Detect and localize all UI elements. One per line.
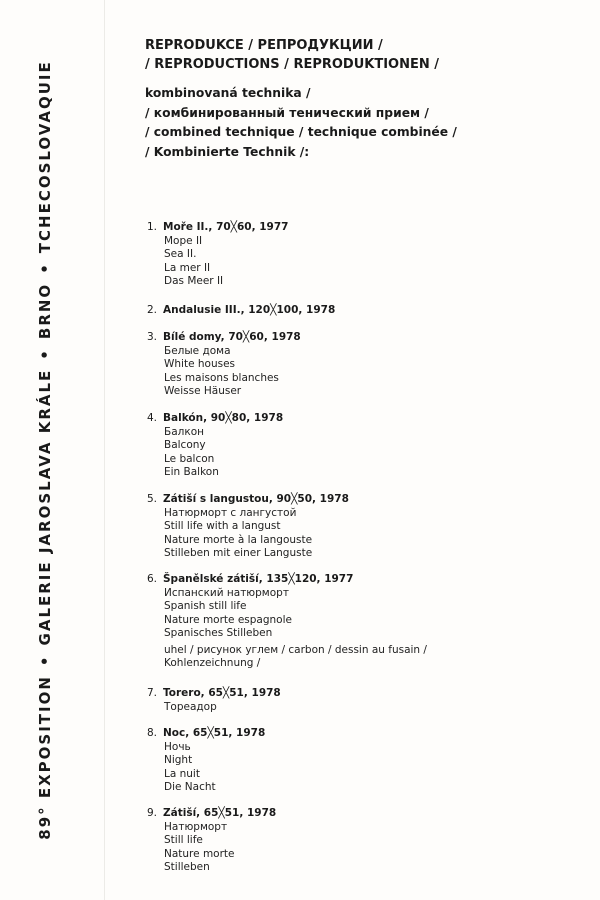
work-translation: La nuit bbox=[164, 767, 200, 780]
work-translation: Balcony bbox=[164, 439, 206, 452]
work-entry bbox=[147, 411, 587, 492]
work-translation: Das Meer II bbox=[164, 275, 224, 288]
work-translation: Still life with a langust bbox=[164, 520, 281, 533]
work-translation: Ein Balkon bbox=[164, 466, 219, 479]
work-title bbox=[147, 303, 587, 318]
technique-heading bbox=[145, 84, 457, 162]
exposition-label: 89° EXPOSITION bbox=[36, 675, 54, 840]
work-translation: Stilleben mit einer Languste bbox=[164, 547, 313, 560]
work-number: 2. bbox=[147, 304, 158, 316]
work-translation: Море II bbox=[164, 235, 203, 247]
work-title-text: Bílé domy, 70╳60, 1978 bbox=[163, 331, 301, 343]
work-number: 6. bbox=[147, 573, 158, 585]
work-translation: Nature morte à la langouste bbox=[164, 533, 313, 546]
work-number: 7. bbox=[147, 687, 158, 699]
work-title bbox=[147, 806, 587, 821]
work-translation: La mer II bbox=[164, 261, 211, 274]
work-translation: Stilleben bbox=[164, 861, 210, 874]
exhibition-sideband bbox=[36, 60, 54, 839]
heading-line: / REPRODUCTIONS / REPRODUKTIONEN / bbox=[145, 57, 440, 72]
work-number: 5. bbox=[147, 493, 158, 505]
work-title bbox=[147, 220, 587, 235]
work-title bbox=[147, 411, 587, 426]
work-translation: Nature morte bbox=[164, 847, 235, 860]
work-number: 9. bbox=[147, 807, 158, 819]
heading-line: REPRODUKCE / РЕПРОДУКЦИИ / bbox=[145, 38, 383, 53]
work-translation: Тореадор bbox=[164, 701, 217, 713]
work-title bbox=[147, 726, 587, 741]
works-list bbox=[147, 220, 587, 886]
work-medium: uhel / рисунок углем / carbon / dessin au fusain / Kohlenzeichnung / bbox=[164, 643, 427, 670]
work-entry bbox=[147, 330, 587, 411]
work-translation: Натюрморт bbox=[164, 821, 228, 833]
work-translation: Still life bbox=[164, 834, 203, 847]
work-number: 3. bbox=[147, 331, 158, 343]
work-translation: Белые дома bbox=[164, 345, 231, 357]
separator-dot: • bbox=[36, 654, 54, 667]
work-translation: Weisse Häuser bbox=[164, 385, 242, 398]
work-entry bbox=[147, 686, 587, 726]
work-translation: Le balcon bbox=[164, 452, 215, 465]
gallery-label: GALERIE JAROSLAVA KRÁLE bbox=[36, 368, 54, 646]
work-title-text: Noc, 65╳51, 1978 bbox=[163, 727, 266, 739]
work-translation: White houses bbox=[164, 358, 236, 371]
work-title-text: Zátiší s langustou, 90╳50, 1978 bbox=[163, 493, 349, 505]
work-title-text: Španělské zátiší, 135╳120, 1977 bbox=[163, 573, 354, 585]
work-title-text: Torero, 65╳51, 1978 bbox=[163, 687, 281, 699]
work-title bbox=[147, 572, 587, 587]
separator-dot: • bbox=[36, 262, 54, 274]
separator-dot: • bbox=[36, 348, 54, 360]
work-title bbox=[147, 492, 587, 507]
work-translation: Ночь bbox=[164, 741, 191, 753]
work-entry bbox=[147, 806, 587, 886]
work-translation: Spanish still life bbox=[164, 600, 247, 613]
technique-line: / combined technique / technique combinée / bbox=[145, 125, 457, 139]
work-translation: Испанский натюрморт bbox=[164, 587, 289, 599]
work-title-text: Zátiší, 65╳51, 1978 bbox=[163, 807, 277, 819]
country-label: TCHECOSLOVAQUIE bbox=[36, 60, 54, 254]
page-fold bbox=[104, 0, 105, 900]
work-title-text: Andalusie III., 120╳100, 1978 bbox=[163, 304, 336, 316]
work-translation: Sea II. bbox=[164, 248, 197, 261]
work-translation: Spanisches Stilleben bbox=[164, 627, 273, 640]
work-title-text: Balkón, 90╳80, 1978 bbox=[163, 412, 284, 424]
work-title-text: Moře II., 70╳60, 1977 bbox=[163, 221, 289, 233]
work-entry bbox=[147, 492, 587, 572]
work-translation: Night bbox=[164, 754, 193, 767]
work-title bbox=[147, 330, 587, 345]
work-title bbox=[147, 686, 587, 701]
work-translation: Nature morte espagnole bbox=[164, 613, 292, 626]
technique-line: / комбинированный тенический прием / bbox=[145, 105, 429, 120]
work-translation: Балкон bbox=[164, 426, 204, 438]
work-number: 1. bbox=[147, 221, 158, 233]
work-number: 8. bbox=[147, 727, 158, 739]
work-translation: Натюрморт с лангустой bbox=[164, 507, 297, 519]
reproductions-heading bbox=[145, 36, 439, 74]
work-entry bbox=[147, 572, 587, 686]
technique-line: kombinovaná technika / bbox=[145, 86, 311, 100]
work-entry bbox=[147, 726, 587, 806]
work-translation: Les maisons blanches bbox=[164, 371, 279, 384]
work-translation: Die Nacht bbox=[164, 781, 216, 794]
work-number: 4. bbox=[147, 412, 158, 424]
work-entry bbox=[147, 220, 587, 303]
technique-line: / Kombinierte Technik /: bbox=[145, 144, 310, 159]
city-label: BRNO bbox=[36, 282, 54, 340]
work-entry bbox=[147, 303, 587, 330]
